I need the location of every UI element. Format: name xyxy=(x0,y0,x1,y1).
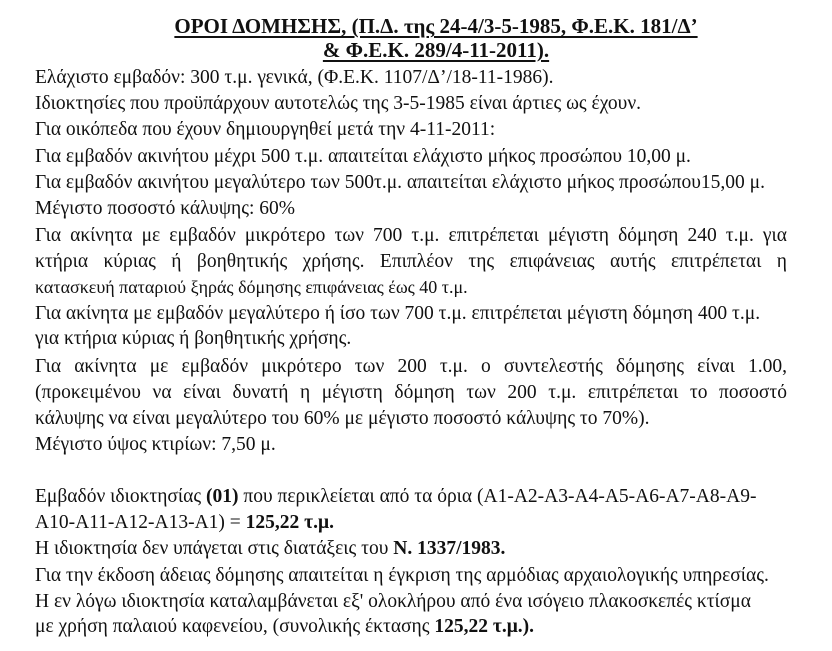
permit-requirement: Για την έκδοση άδειας δόμησης απαιτείται η έγκριση της αρμόδιας αρχαιολογικής υπηρεσίας. xyxy=(35,565,769,586)
para-under-700-text-1: Για ακίνητα με εμβαδόν μικρότερο των 700 τ.μ. επιτρέπεται μέγιστη δόμηση 240 τ.μ. για xyxy=(35,225,787,246)
para-under-200-line-2 xyxy=(35,381,787,405)
para-under-200-line-1 xyxy=(35,355,787,379)
para-under-700-line-2 xyxy=(35,250,787,274)
property-id: (01) xyxy=(206,486,239,507)
rule-minimum-area: Ελάχιστο εμβαδόν: 300 τ.μ. γενικά, (Φ.Ε.Κ. 1107/Δ’/18-11-1986). xyxy=(35,67,554,88)
rule-frontage-over-500: Για εμβαδόν ακινήτου μεγαλύτερο των 500τ.μ. απαιτείται ελάχιστο μήκος προσώπου15,00 μ. xyxy=(35,172,766,193)
para-under-700-line-1 xyxy=(35,224,787,248)
document-title-line-2: & Φ.Ε.Κ. 289/4-11-2011). xyxy=(322,38,550,62)
property-area-line-2 xyxy=(35,511,334,535)
rule-max-coverage: Μέγιστο ποσοστό κάλυψης: 60% xyxy=(35,198,295,219)
property-area-line-1 xyxy=(35,485,756,509)
para-under-700-line-3: κατασκευή παταριού ξηράς δόμησης επιφάνειας έως 40 τ.μ. xyxy=(35,277,468,297)
property-area-prefix: Εμβαδόν ιδιοκτησίας xyxy=(35,486,206,507)
rule-existing-properties: Ιδιοκτησίες που προϋπάρχουν αυτοτελώς της 3-5-1985 είναι άρτιες ως έχουν. xyxy=(35,93,642,114)
building-description-line-1: Η εν λόγω ιδιοκτησία καταλαμβάνεται εξ' ολοκλήρου από ένα ισόγειο πλακοσκεπές κτίσμα xyxy=(35,591,751,612)
rule-new-plots-heading: Για οικόπεδα που έχουν δημιουργηθεί μετά την 4-11-2011: xyxy=(35,119,496,140)
property-boundary-end: Α10-Α11-Α12-Α13-Α1) = xyxy=(35,512,246,533)
property-boundary-text: που περικλείεται από τα όρια (Α1-Α2-Α3-Α4-Α5-Α6-Α7-Α8-Α9- xyxy=(238,486,757,507)
building-area-value: 125,22 τ.μ.). xyxy=(434,616,535,637)
building-description-line-2 xyxy=(35,615,534,639)
building-use-text: με χρήση παλαιού καφενείου, (συνολικής έκτασης xyxy=(35,616,435,637)
rule-frontage-500: Για εμβαδόν ακινήτου μέχρι 500 τ.μ. απαιτείται ελάχιστο μήκος προσώπου 10,00 μ. xyxy=(35,146,691,167)
para-under-200-text-1: Για ακίνητα με εμβαδόν μικρότερο των 200 τ.μ. ο συντελεστής δόμησης είναι 1.00, xyxy=(35,356,787,377)
para-under-700-text-2: κτήρια κύριας ή βοηθητικής χρήσης. Επιπλέον της επιφάνειας αυτής επιτρέπεται η xyxy=(35,251,787,272)
document-title-line-1: ΟΡΟΙ ΔΟΜΗΣΗΣ, (Π.Δ. της 24-4/3-5-1985, Φ.Ε.Κ. 181/Δ’ xyxy=(174,14,698,38)
law-reference: Ν. 1337/1983. xyxy=(393,538,506,559)
para-under-200-line-3: κάλυψης να είναι μεγαλύτερο του 60% με μέγιστο ποσοστό κάλυψης το 70%). xyxy=(35,408,650,429)
law-exemption-text: Η ιδιοκτησία δεν υπάγεται στις διατάξεις του xyxy=(35,538,394,559)
property-area-value: 125,22 τ.μ. xyxy=(245,512,334,533)
para-over-700-line-2: για κτήρια κύριας ή βοηθητικής χρήσης. xyxy=(35,328,352,349)
para-under-200-text-2: (προκειμένου να είναι δυνατή η μέγιστη δόμηση των 200 τ.μ. επιτρέπεται το ποσοστό xyxy=(35,382,787,403)
rule-max-height: Μέγιστο ύψος κτιρίων: 7,50 μ. xyxy=(35,434,276,455)
law-exemption xyxy=(35,537,505,561)
para-over-700-line-1: Για ακίνητα με εμβαδόν μεγαλύτερο ή ίσο των 700 τ.μ. επιτρέπεται μέγιστη δόμηση 400 τ.μ. xyxy=(35,303,761,324)
